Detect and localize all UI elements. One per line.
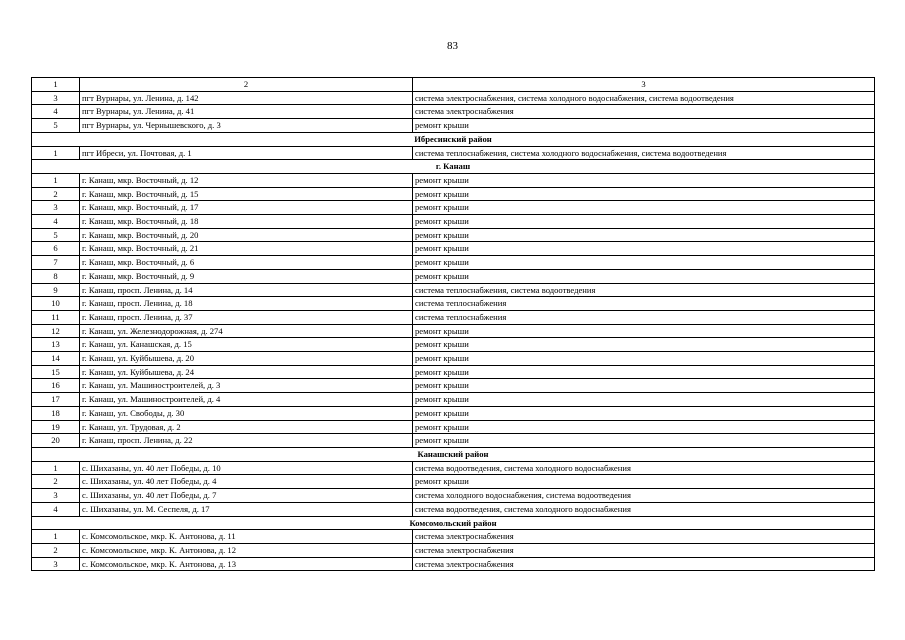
- work-type-cell: система водоотведения, система холодного водоснабжения: [413, 461, 875, 475]
- row-number-cell: 9: [32, 283, 80, 297]
- row-number-cell: 19: [32, 420, 80, 434]
- table-row: [32, 146, 875, 160]
- table-row: [32, 502, 875, 516]
- column-number-header-row: [32, 78, 875, 92]
- section-header-row: [32, 132, 875, 146]
- address-cell: г. Канаш, ул. Трудовая, д. 2: [80, 420, 413, 434]
- address-cell: с. Шихазаны, ул. 40 лет Победы, д. 10: [80, 461, 413, 475]
- work-type-cell: система электроснабжения: [413, 530, 875, 544]
- table-row: [32, 297, 875, 311]
- table-row: [32, 434, 875, 448]
- table-row: [32, 352, 875, 366]
- row-number-cell: 10: [32, 297, 80, 311]
- row-number-cell: 3: [32, 91, 80, 105]
- table-row: [32, 324, 875, 338]
- address-cell: с. Комсомольское, мкр. К. Антонова, д. 12: [80, 543, 413, 557]
- work-type-cell: система электроснабжения: [413, 105, 875, 119]
- row-number-cell: 3: [32, 557, 80, 571]
- table-row: [32, 228, 875, 242]
- address-cell: пгт Вурнары, ул. Ленина, д. 142: [80, 91, 413, 105]
- work-type-cell: ремонт крыши: [413, 242, 875, 256]
- work-type-cell: система теплоснабжения: [413, 297, 875, 311]
- address-cell: г. Канаш, ул. Свободы, д. 30: [80, 406, 413, 420]
- row-number-cell: 1: [32, 461, 80, 475]
- address-cell: г. Канаш, ул. Куйбышева, д. 20: [80, 352, 413, 366]
- work-type-cell: ремонт крыши: [413, 393, 875, 407]
- address-cell: с. Шихазаны, ул. 40 лет Победы, д. 7: [80, 489, 413, 503]
- work-type-cell: ремонт крыши: [413, 475, 875, 489]
- section-header-row: [32, 160, 875, 174]
- row-number-cell: 1: [32, 530, 80, 544]
- work-type-cell: система холодного водоснабжения, система водоотведения: [413, 489, 875, 503]
- work-type-cell: ремонт крыши: [413, 228, 875, 242]
- work-type-cell: ремонт крыши: [413, 338, 875, 352]
- address-cell: г. Канаш, ул. Машиностроителей, д. 3: [80, 379, 413, 393]
- work-type-cell: система электроснабжения, система холодного водоснабжения, система водоотведения: [413, 91, 875, 105]
- work-type-cell: ремонт крыши: [413, 379, 875, 393]
- address-cell: с. Шихазаны, ул. 40 лет Победы, д. 4: [80, 475, 413, 489]
- table-row: [32, 201, 875, 215]
- row-number-cell: 1: [32, 146, 80, 160]
- row-number-cell: 7: [32, 256, 80, 270]
- table-row: [32, 475, 875, 489]
- address-cell: г. Канаш, просп. Ленина, д. 14: [80, 283, 413, 297]
- table-row: [32, 173, 875, 187]
- table-row: [32, 256, 875, 270]
- address-cell: г. Канаш, мкр. Восточный, д. 9: [80, 269, 413, 283]
- row-number-cell: 2: [32, 187, 80, 201]
- work-type-cell: система теплоснабжения, система холодного водоснабжения, система водоотведения: [413, 146, 875, 160]
- section-header-row: [32, 447, 875, 461]
- row-number-cell: 1: [32, 173, 80, 187]
- work-type-cell: система теплоснабжения: [413, 310, 875, 324]
- section-header-row: [32, 516, 875, 530]
- work-type-cell: система электроснабжения: [413, 557, 875, 571]
- row-number-cell: 6: [32, 242, 80, 256]
- work-type-cell: система водоотведения, система холодного водоснабжения: [413, 502, 875, 516]
- buildings-table: [31, 77, 875, 571]
- work-type-cell: система электроснабжения: [413, 543, 875, 557]
- table-row: [32, 338, 875, 352]
- work-type-cell: ремонт крыши: [413, 420, 875, 434]
- column-header-1: 1: [32, 78, 80, 92]
- row-number-cell: 16: [32, 379, 80, 393]
- row-number-cell: 2: [32, 475, 80, 489]
- table-row: [32, 543, 875, 557]
- row-number-cell: 18: [32, 406, 80, 420]
- work-type-cell: ремонт крыши: [413, 324, 875, 338]
- table-row: [32, 215, 875, 229]
- row-number-cell: 3: [32, 201, 80, 215]
- table-row: [32, 269, 875, 283]
- row-number-cell: 3: [32, 489, 80, 503]
- row-number-cell: 4: [32, 105, 80, 119]
- address-cell: г. Канаш, мкр. Восточный, д. 20: [80, 228, 413, 242]
- row-number-cell: 11: [32, 310, 80, 324]
- row-number-cell: 5: [32, 119, 80, 133]
- work-type-cell: ремонт крыши: [413, 269, 875, 283]
- address-cell: г. Канаш, ул. Канашская, д. 15: [80, 338, 413, 352]
- row-number-cell: 12: [32, 324, 80, 338]
- row-number-cell: 14: [32, 352, 80, 366]
- page-number: 83: [447, 40, 458, 52]
- table-row: [32, 187, 875, 201]
- row-number-cell: 17: [32, 393, 80, 407]
- table-row: [32, 91, 875, 105]
- section-title: Ибресинский район: [32, 132, 875, 146]
- table-row: [32, 530, 875, 544]
- address-cell: г. Канаш, мкр. Восточный, д. 15: [80, 187, 413, 201]
- row-number-cell: 13: [32, 338, 80, 352]
- column-header-3: 3: [413, 78, 875, 92]
- row-number-cell: 2: [32, 543, 80, 557]
- section-title: г. Канаш: [32, 160, 875, 174]
- work-type-cell: ремонт крыши: [413, 352, 875, 366]
- table-row: [32, 420, 875, 434]
- work-type-cell: ремонт крыши: [413, 201, 875, 215]
- row-number-cell: 15: [32, 365, 80, 379]
- address-cell: с. Шихазаны, ул. М. Сеспеля, д. 17: [80, 502, 413, 516]
- table-row: [32, 557, 875, 571]
- address-cell: г. Канаш, просп. Ленина, д. 37: [80, 310, 413, 324]
- row-number-cell: 5: [32, 228, 80, 242]
- row-number-cell: 8: [32, 269, 80, 283]
- address-cell: г. Канаш, ул. Железнодорожная, д. 274: [80, 324, 413, 338]
- address-cell: г. Канаш, мкр. Восточный, д. 21: [80, 242, 413, 256]
- table-row: [32, 283, 875, 297]
- address-cell: г. Канаш, мкр. Восточный, д. 18: [80, 215, 413, 229]
- work-type-cell: ремонт крыши: [413, 187, 875, 201]
- table-row: [32, 379, 875, 393]
- address-cell: пгт Вурнары, ул. Ленина, д. 41: [80, 105, 413, 119]
- work-type-cell: ремонт крыши: [413, 365, 875, 379]
- table-row: [32, 105, 875, 119]
- work-type-cell: ремонт крыши: [413, 434, 875, 448]
- address-cell: г. Канаш, мкр. Восточный, д. 12: [80, 173, 413, 187]
- column-header-2: 2: [80, 78, 413, 92]
- address-cell: с. Комсомольское, мкр. К. Антонова, д. 11: [80, 530, 413, 544]
- table-row: [32, 393, 875, 407]
- work-type-cell: система теплоснабжения, система водоотведения: [413, 283, 875, 297]
- row-number-cell: 4: [32, 215, 80, 229]
- address-cell: пгт Вурнары, ул. Чернышевского, д. 3: [80, 119, 413, 133]
- section-title: Канашский район: [32, 447, 875, 461]
- address-cell: г. Канаш, мкр. Восточный, д. 6: [80, 256, 413, 270]
- address-cell: г. Канаш, просп. Ленина, д. 18: [80, 297, 413, 311]
- work-type-cell: ремонт крыши: [413, 119, 875, 133]
- address-cell: г. Канаш, ул. Куйбышева, д. 24: [80, 365, 413, 379]
- row-number-cell: 4: [32, 502, 80, 516]
- table-row: [32, 310, 875, 324]
- table-body: [32, 78, 875, 571]
- table-row: [32, 406, 875, 420]
- work-type-cell: ремонт крыши: [413, 173, 875, 187]
- work-type-cell: ремонт крыши: [413, 215, 875, 229]
- work-type-cell: ремонт крыши: [413, 256, 875, 270]
- table-row: [32, 489, 875, 503]
- address-cell: г. Канаш, ул. Машиностроителей, д. 4: [80, 393, 413, 407]
- table-row: [32, 365, 875, 379]
- table-row: [32, 461, 875, 475]
- address-cell: пгт Ибреси, ул. Почтовая, д. 1: [80, 146, 413, 160]
- table-row: [32, 242, 875, 256]
- address-cell: г. Канаш, просп. Ленина, д. 22: [80, 434, 413, 448]
- section-title: Комсомольский район: [32, 516, 875, 530]
- table-row: [32, 119, 875, 133]
- work-type-cell: ремонт крыши: [413, 406, 875, 420]
- row-number-cell: 20: [32, 434, 80, 448]
- address-cell: г. Канаш, мкр. Восточный, д. 17: [80, 201, 413, 215]
- address-cell: с. Комсомольское, мкр. К. Антонова, д. 13: [80, 557, 413, 571]
